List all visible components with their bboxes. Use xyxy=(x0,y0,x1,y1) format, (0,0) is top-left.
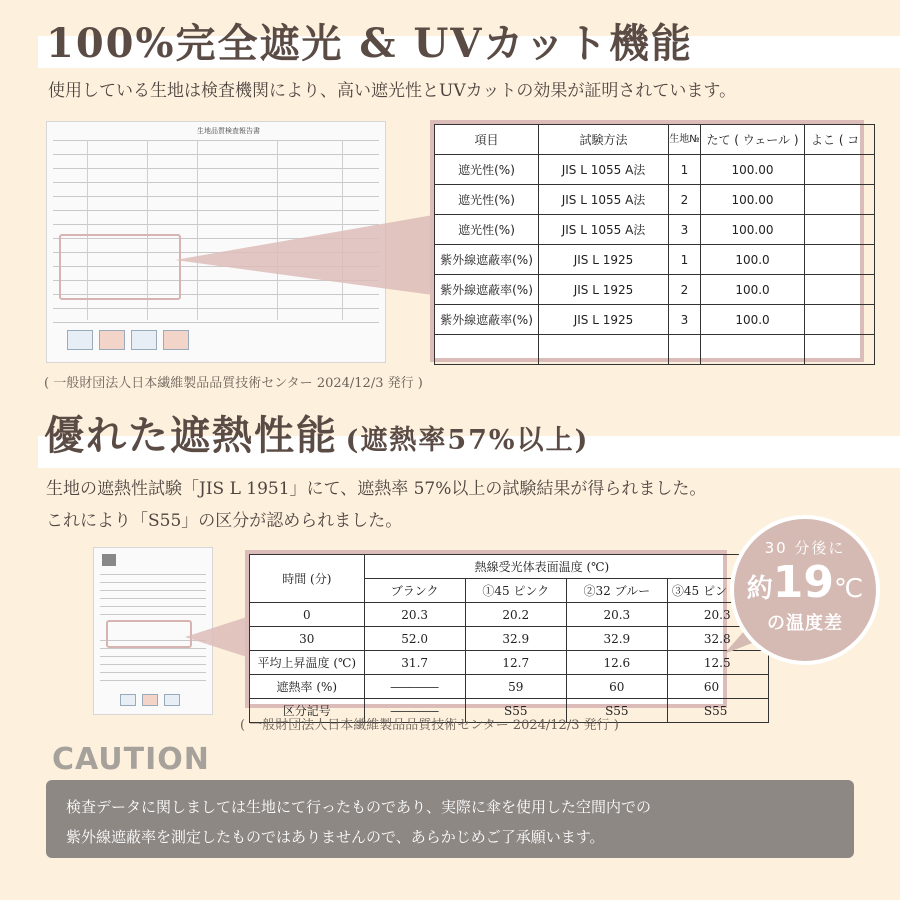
caution-line2: 紫外線遮蔽率を測定したものではありませんので、あらかじめご了承願います。 xyxy=(66,828,605,846)
th-weft: よこ ( コ xyxy=(805,125,875,155)
doc-title: 生地品質検査報告書 xyxy=(197,127,260,135)
section2-line2: これにより「S55」の区分が認められました。 xyxy=(46,511,403,531)
table-row: 遮熱率 (%) ―――― 59 60 60 xyxy=(250,675,769,699)
th-pink45b: ③45 ピン xyxy=(667,579,768,603)
th-item: 項目 xyxy=(435,125,539,155)
section2-title-main: 優れた遮熱性能 xyxy=(44,412,338,459)
caution-title: CAUTION xyxy=(52,742,210,777)
shading-uv-table-zoom xyxy=(430,120,864,362)
section2-title xyxy=(44,404,589,461)
table-row: 30 52.0 32.9 32.9 32.8 xyxy=(250,627,769,651)
th-time: 時間 (分) xyxy=(250,555,365,603)
highlight-box xyxy=(59,234,181,300)
section1-credit: ( 一般財団法人日本繊維製品品質技術センター 2024/12/3 発行 ) xyxy=(44,376,423,391)
highlight-box-2 xyxy=(106,620,192,648)
table-row: 0 20.3 20.2 20.3 20.3 xyxy=(250,603,769,627)
caution-line1: 検査データに関しましては生地にて行ったものであり、実際に傘を使用した空間内での xyxy=(66,798,652,816)
th-blue32: ②32 ブルー xyxy=(566,579,667,603)
table-row: 紫外線遮蔽率(%) JIS L 1925 1 100.0 xyxy=(435,245,875,275)
shading-uv-table xyxy=(434,124,875,365)
th-warp: たて ( ウェール ) xyxy=(701,125,805,155)
caution-box xyxy=(46,780,854,858)
heat-table-zoom xyxy=(245,550,731,718)
heat-shield-table xyxy=(249,554,769,723)
section2-line1: 生地の遮熱性試験「JIS L 1951」にて、遮熱率 57%以上の試験結果が得られました。 xyxy=(46,479,707,499)
table-row: 遮光性(%) JIS L 1055 A法 3 100.00 xyxy=(435,215,875,245)
table-row: 平均上昇温度 (℃) 31.7 12.7 12.6 12.5 xyxy=(250,651,769,675)
th-blank: ブランク xyxy=(364,579,465,603)
table-row: 遮光性(%) JIS L 1055 A法 2 100.00 xyxy=(435,185,875,215)
table-row: 紫外線遮蔽率(%) JIS L 1925 2 100.0 xyxy=(435,275,875,305)
table-row: 紫外線遮蔽率(%) JIS L 1925 3 100.0 xyxy=(435,305,875,335)
section2-credit: ( 一般財団法人日本繊維製品品質技術センター 2024/12/3 発行 ) xyxy=(240,718,619,733)
table-row: 遮光性(%) JIS L 1055 A法 1 100.00 xyxy=(435,155,875,185)
th-surface-temp: 熱線受光体表面温度 (℃) xyxy=(364,555,768,579)
th-fabric-no: 生地№ xyxy=(669,125,701,155)
badge-top: 30 分後に xyxy=(764,539,846,557)
badge-bottom: の温度差 xyxy=(767,613,843,634)
badge-value: 約19℃ xyxy=(746,557,864,608)
table-row: 区分記号 ―――― S55 S55 S55 xyxy=(250,699,769,723)
section2-title-sub: (遮熱率57%以上) xyxy=(345,425,590,456)
section1-title: 100%完全遮光 & UVカット機能 xyxy=(46,20,693,67)
th-pink45: ①45 ピンク xyxy=(465,579,566,603)
temperature-difference-badge xyxy=(730,515,880,665)
zoom-pointer-1 xyxy=(175,190,435,340)
section1-description: 使用している生地は検査機関により、高い遮光性とUVカットの効果が証明されています。 xyxy=(48,81,737,101)
th-method: 試験方法 xyxy=(539,125,669,155)
